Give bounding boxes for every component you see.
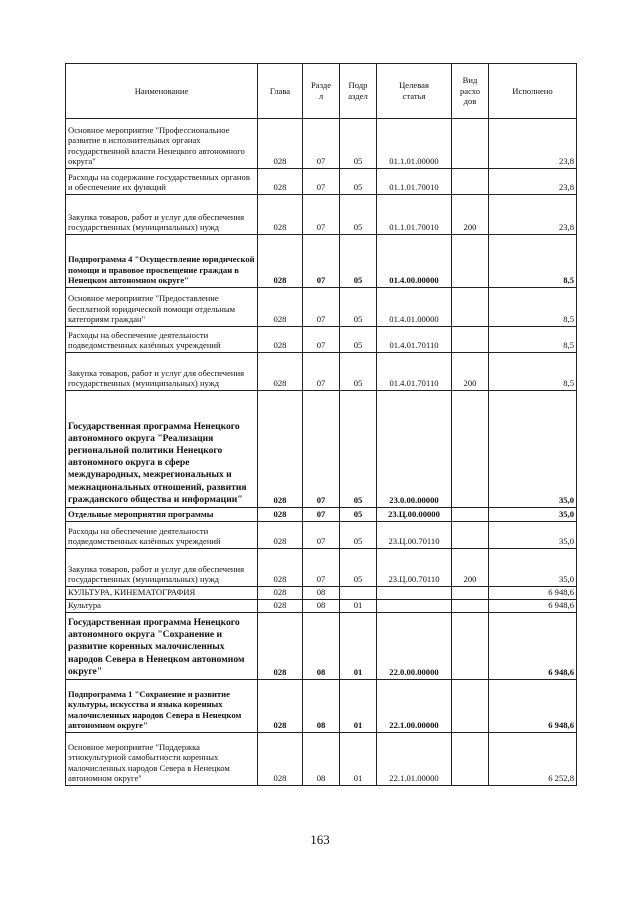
header-podrazdel: Подр аздел: [340, 64, 377, 119]
cell-vid: [452, 733, 489, 786]
cell-podrazdel: 05: [340, 195, 377, 235]
cell-statya: [377, 587, 452, 600]
cell-podrazdel: 05: [340, 522, 377, 549]
cell-vid: 200: [452, 549, 489, 587]
header-amount: Исполнено: [489, 64, 577, 119]
cell-razdel: 07: [303, 353, 340, 391]
cell-name: Закупка товаров, работ и услуг для обеспечения государственных (муниципальных) нужд: [66, 195, 258, 235]
cell-name: Основное мероприятие "Поддержка этнокультурной самобытности коренных малочисленных народов Севера в Ненецком автономном округе": [66, 733, 258, 786]
cell-vid: [452, 327, 489, 353]
cell-podrazdel: 01: [340, 733, 377, 786]
cell-name: Закупка товаров, работ и услуг для обеспечения государственных (муниципальных) нужд: [66, 549, 258, 587]
cell-glava: 028: [258, 549, 303, 587]
table-row: [66, 587, 577, 600]
cell-amount: 8,5: [489, 353, 577, 391]
cell-razdel: 07: [303, 235, 340, 288]
table-row: [66, 613, 577, 680]
cell-amount: 35,0: [489, 508, 577, 522]
table-header: [66, 64, 577, 119]
table-row: [66, 522, 577, 549]
cell-amount: 23,8: [489, 195, 577, 235]
cell-amount: 6 948,6: [489, 587, 577, 600]
cell-podrazdel: 01: [340, 600, 377, 613]
table-body: [66, 119, 577, 786]
cell-statya: 01.1.01.00000: [377, 119, 452, 169]
cell-razdel: 07: [303, 119, 340, 169]
table-row: [66, 733, 577, 786]
cell-glava: 028: [258, 169, 303, 195]
cell-statya: 23.Ц.00.70110: [377, 549, 452, 587]
table-row: [66, 508, 577, 522]
table-row: [66, 600, 577, 613]
cell-vid: [452, 235, 489, 288]
cell-name: Основное мероприятие "Профессиональное развитие в исполнительных органах государственной власти Ненецкого автономного округа": [66, 119, 258, 169]
cell-podrazdel: 05: [340, 169, 377, 195]
cell-name: Подпрограмма 4 "Осуществление юридической помощи и правовое просвещение граждан в Ненецком автономном округе": [66, 235, 258, 288]
page-number: 163: [310, 832, 330, 847]
cell-glava: 028: [258, 288, 303, 327]
cell-vid: 200: [452, 353, 489, 391]
cell-amount: 23,8: [489, 119, 577, 169]
cell-razdel: 07: [303, 549, 340, 587]
cell-razdel: 07: [303, 195, 340, 235]
cell-name: Культура: [66, 600, 258, 613]
cell-name: КУЛЬТУРА, КИНЕМАТОГРАФИЯ: [66, 587, 258, 600]
cell-razdel: 07: [303, 169, 340, 195]
cell-statya: 22.1.00.00000: [377, 680, 452, 733]
cell-statya: [377, 600, 452, 613]
cell-glava: 028: [258, 353, 303, 391]
cell-statya: 23.0.00.00000: [377, 391, 452, 508]
cell-vid: [452, 119, 489, 169]
table-row: [66, 288, 577, 327]
cell-amount: 35,0: [489, 549, 577, 587]
cell-name: Расходы на содержание государственных органов и обеспечение их функций: [66, 169, 258, 195]
cell-statya: 01.1.01.70010: [377, 195, 452, 235]
cell-name: Расходы на обеспечение деятельности подведомственных казённых учреждений: [66, 327, 258, 353]
cell-razdel: 08: [303, 613, 340, 680]
cell-glava: 028: [258, 119, 303, 169]
cell-name: Государственная программа Ненецкого автономного округа "Реализация региональной политики Ненецкого автономного округа в сфере международных, межрегиональных и межнациональных отношений, развития гражданского общества и информации": [66, 391, 258, 508]
cell-amount: 6 948,6: [489, 680, 577, 733]
cell-glava: 028: [258, 235, 303, 288]
cell-amount: 6 948,6: [489, 613, 577, 680]
cell-podrazdel: [340, 587, 377, 600]
cell-glava: 028: [258, 733, 303, 786]
cell-vid: [452, 391, 489, 508]
cell-podrazdel: 01: [340, 613, 377, 680]
header-glava: Глава: [258, 64, 303, 119]
cell-podrazdel: 05: [340, 235, 377, 288]
cell-amount: 8,5: [489, 235, 577, 288]
header-razdel: Разде л: [303, 64, 340, 119]
cell-amount: 35,0: [489, 391, 577, 508]
cell-vid: [452, 613, 489, 680]
cell-podrazdel: 05: [340, 288, 377, 327]
cell-statya: 23.Ц.00.70110: [377, 522, 452, 549]
cell-vid: [452, 587, 489, 600]
cell-amount: 6 948,6: [489, 600, 577, 613]
cell-amount: 23,8: [489, 169, 577, 195]
cell-razdel: 08: [303, 680, 340, 733]
cell-statya: 01.4.01.00000: [377, 288, 452, 327]
header-name: Наименование: [66, 64, 258, 119]
cell-vid: [452, 680, 489, 733]
cell-glava: 028: [258, 522, 303, 549]
cell-statya: 22.0.00.00000: [377, 613, 452, 680]
table-row: [66, 169, 577, 195]
header-statya: Целевая статья: [377, 64, 452, 119]
cell-podrazdel: 05: [340, 327, 377, 353]
cell-podrazdel: 05: [340, 391, 377, 508]
cell-amount: 6 252,8: [489, 733, 577, 786]
cell-glava: 028: [258, 195, 303, 235]
cell-podrazdel: 05: [340, 119, 377, 169]
cell-razdel: 07: [303, 288, 340, 327]
table-row: [66, 119, 577, 169]
header-vid: Вид расхо дов: [452, 64, 489, 119]
cell-glava: 028: [258, 391, 303, 508]
table-row: [66, 680, 577, 733]
cell-razdel: 08: [303, 733, 340, 786]
table-row: [66, 327, 577, 353]
cell-glava: 028: [258, 508, 303, 522]
budget-table: [65, 63, 577, 786]
cell-amount: 8,5: [489, 327, 577, 353]
cell-razdel: 07: [303, 522, 340, 549]
cell-name: Отдельные мероприятия программы: [66, 508, 258, 522]
table-row: [66, 391, 577, 508]
cell-statya: 01.4.00.00000: [377, 235, 452, 288]
cell-vid: [452, 169, 489, 195]
cell-vid: [452, 522, 489, 549]
cell-glava: 028: [258, 327, 303, 353]
cell-name: Государственная программа Ненецкого автономного округа "Сохранение и развитие коренных малочисленных народов Севера в Ненецком автономном округе": [66, 613, 258, 680]
table-row: [66, 235, 577, 288]
cell-amount: 35,0: [489, 522, 577, 549]
table-row: [66, 549, 577, 587]
cell-vid: [452, 508, 489, 522]
cell-glava: 028: [258, 600, 303, 613]
cell-podrazdel: 01: [340, 680, 377, 733]
cell-statya: 01.4.01.70110: [377, 353, 452, 391]
cell-razdel: 08: [303, 600, 340, 613]
cell-vid: 200: [452, 195, 489, 235]
cell-glava: 028: [258, 680, 303, 733]
cell-name: Подпрограмма 1 "Сохранение и развитие культуры, искусства и языка коренных малочисленных народов Севера в Ненецком автономном округе": [66, 680, 258, 733]
cell-amount: 8,5: [489, 288, 577, 327]
cell-razdel: 07: [303, 391, 340, 508]
cell-glava: 028: [258, 613, 303, 680]
cell-razdel: 08: [303, 587, 340, 600]
cell-statya: 01.1.01.70010: [377, 169, 452, 195]
table-row: [66, 195, 577, 235]
cell-podrazdel: 05: [340, 549, 377, 587]
cell-razdel: 07: [303, 508, 340, 522]
cell-statya: 23.Ц.00.00000: [377, 508, 452, 522]
cell-vid: [452, 288, 489, 327]
cell-statya: 22.1.01.00000: [377, 733, 452, 786]
cell-razdel: 07: [303, 327, 340, 353]
cell-name: Основное мероприятие "Предоставление бесплатной юридической помощи отдельным категориям граждан": [66, 288, 258, 327]
cell-name: Расходы на обеспечение деятельности подведомственных казённых учреждений: [66, 522, 258, 549]
cell-glava: 028: [258, 587, 303, 600]
cell-podrazdel: 05: [340, 353, 377, 391]
cell-name: Закупка товаров, работ и услуг для обеспечения государственных (муниципальных) нужд: [66, 353, 258, 391]
cell-vid: [452, 600, 489, 613]
header-row: [66, 64, 577, 119]
table-row: [66, 353, 577, 391]
cell-statya: 01.4.01.70110: [377, 327, 452, 353]
cell-podrazdel: 05: [340, 508, 377, 522]
